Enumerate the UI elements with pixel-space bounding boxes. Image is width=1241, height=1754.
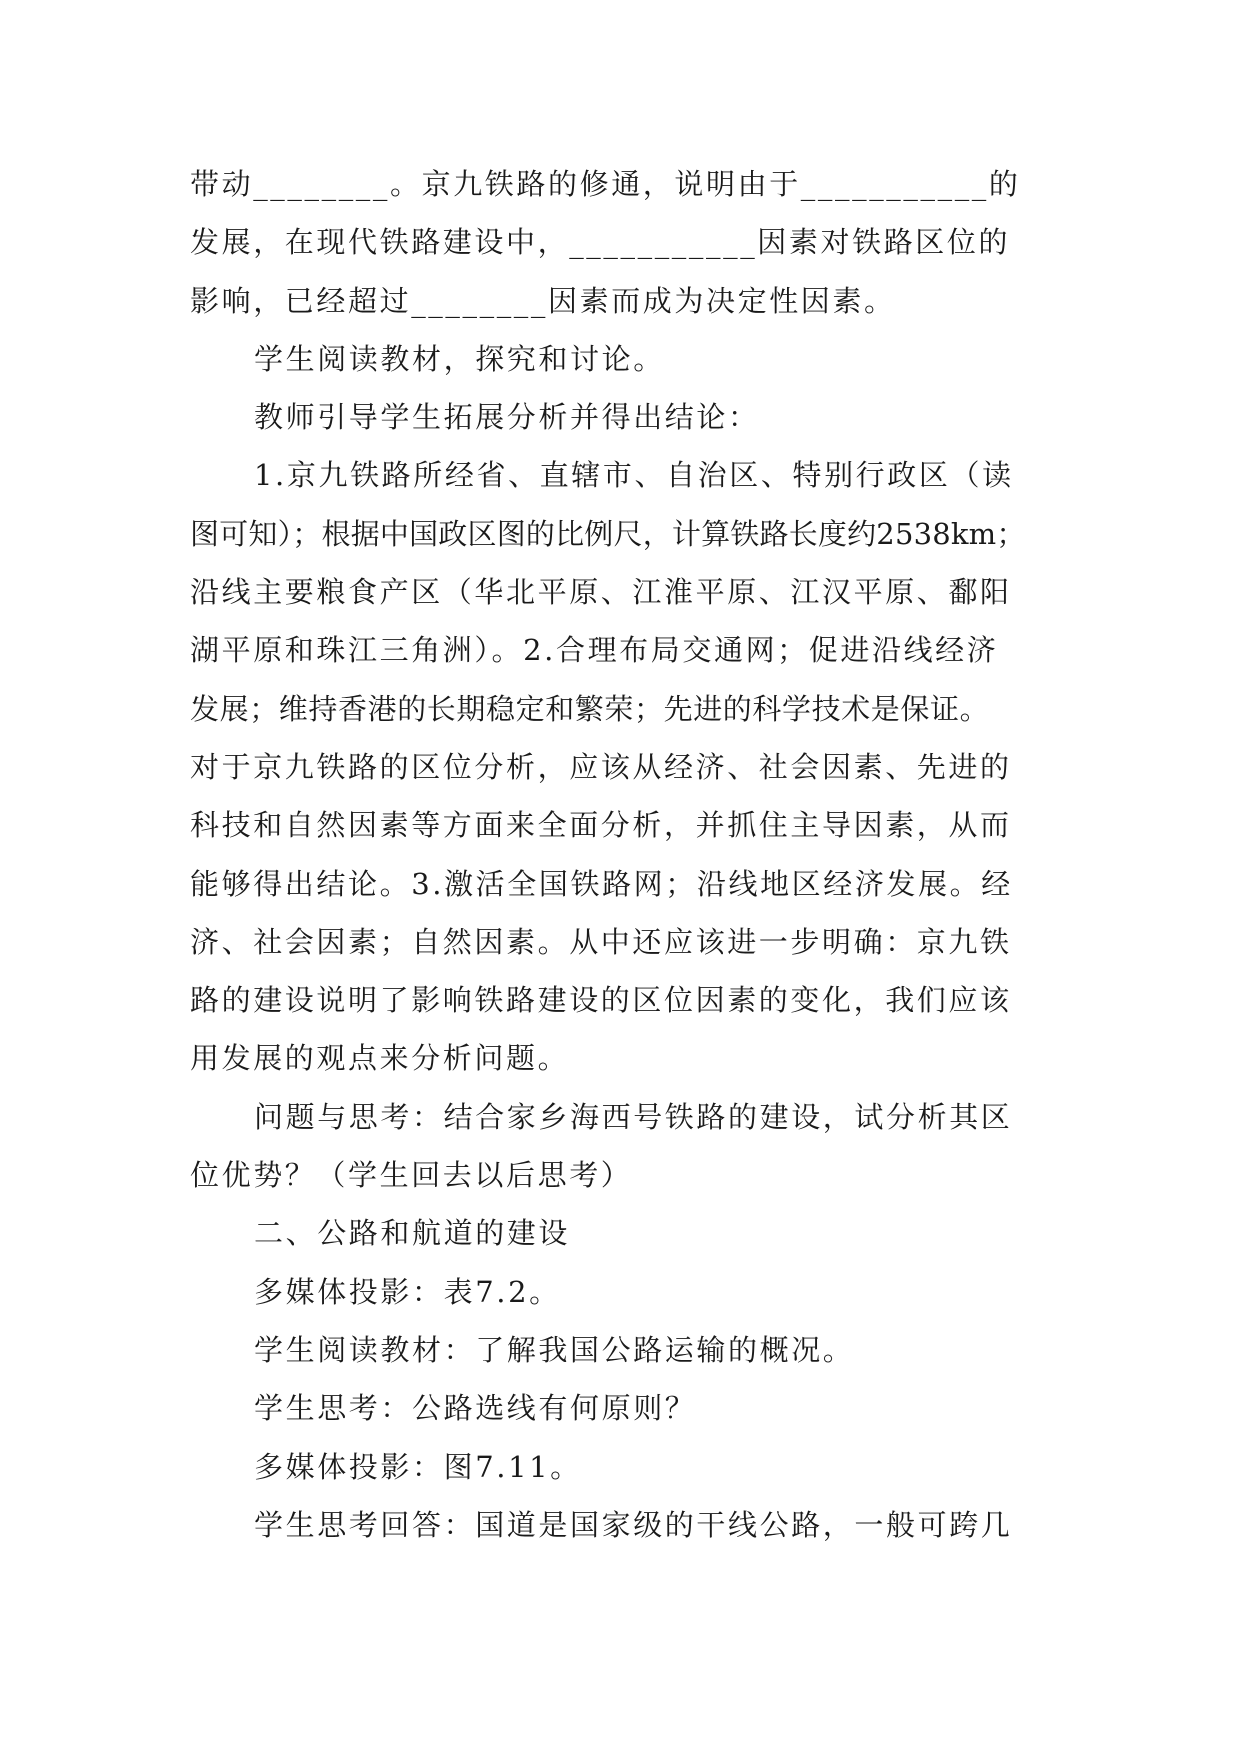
paragraph-thinking: 学生思考：公路选线有何原则？ bbox=[254, 1391, 697, 1426]
paragraph-teacher-guidance: 教师引导学生拓展分析并得出结论： bbox=[254, 400, 760, 435]
text-line: 1.京九铁路所经省、直辖市、自治区、特别行政区（读 bbox=[254, 458, 1014, 493]
text-line: 科技和自然因素等方面来全面分析，并抓住主导因素，从而 bbox=[190, 808, 1012, 843]
text-line: 影响，已经超过________因素而成为决定性因素。 bbox=[190, 283, 896, 318]
text-line: 沿线主要粮食产区（华北平原、江淮平原、江汉平原、鄱阳 bbox=[190, 575, 1012, 610]
text-line: 用发展的观点来分析问题。 bbox=[190, 1041, 570, 1076]
paragraph-student-reading: 学生阅读教材，探究和讨论。 bbox=[254, 341, 665, 376]
text-line: 路的建设说明了影响铁路建设的区位因素的变化，我们应该 bbox=[190, 983, 1012, 1018]
paragraph-question bbox=[190, 1088, 1050, 1205]
text-line: 能够得出结论。3.激活全国铁路网；沿线地区经济发展。经 bbox=[190, 866, 1013, 901]
text-line: 图可知）；根据中国政区图的比例尺，计算铁路长度约2538km； bbox=[190, 516, 1026, 551]
paragraph-reading: 学生阅读教材：了解我国公路运输的概况。 bbox=[254, 1332, 855, 1367]
text-line: 发展；维持香港的长期稳定和繁荣；先进的科学技术是保证。 bbox=[190, 691, 990, 726]
text-line: 带动________。京九铁路的修通，说明由于___________的 bbox=[190, 167, 1021, 201]
text-line: 济、社会因素；自然因素。从中还应该进一步明确：京九铁 bbox=[190, 924, 1012, 959]
section-heading: 二、公路和航道的建设 bbox=[254, 1216, 571, 1251]
document-page bbox=[190, 155, 1050, 1554]
paragraph-conclusions bbox=[190, 446, 1050, 1087]
text-line: 发展，在现代铁路建设中，___________因素对铁路区位的 bbox=[190, 225, 1011, 260]
text-line: 湖平原和珠江三角洲）。2.合理布局交通网；促进沿线经济 bbox=[190, 633, 999, 668]
text-line: 对于京九铁路的区位分析，应该从经济、社会因素、先进的 bbox=[190, 749, 1012, 784]
paragraph-projection-table: 多媒体投影：表7.2。 bbox=[254, 1274, 561, 1309]
paragraph-answer: 学生思考回答：国道是国家级的干线公路，一般可跨几 bbox=[254, 1507, 1013, 1542]
paragraph-projection-figure: 多媒体投影：图7.11。 bbox=[254, 1449, 582, 1484]
fill-in-paragraph bbox=[190, 155, 1050, 330]
text-line: 位优势？（学生回去以后思考） bbox=[190, 1158, 633, 1193]
text-line: 问题与思考：结合家乡海西号铁路的建设，试分析其区 bbox=[254, 1099, 1013, 1134]
